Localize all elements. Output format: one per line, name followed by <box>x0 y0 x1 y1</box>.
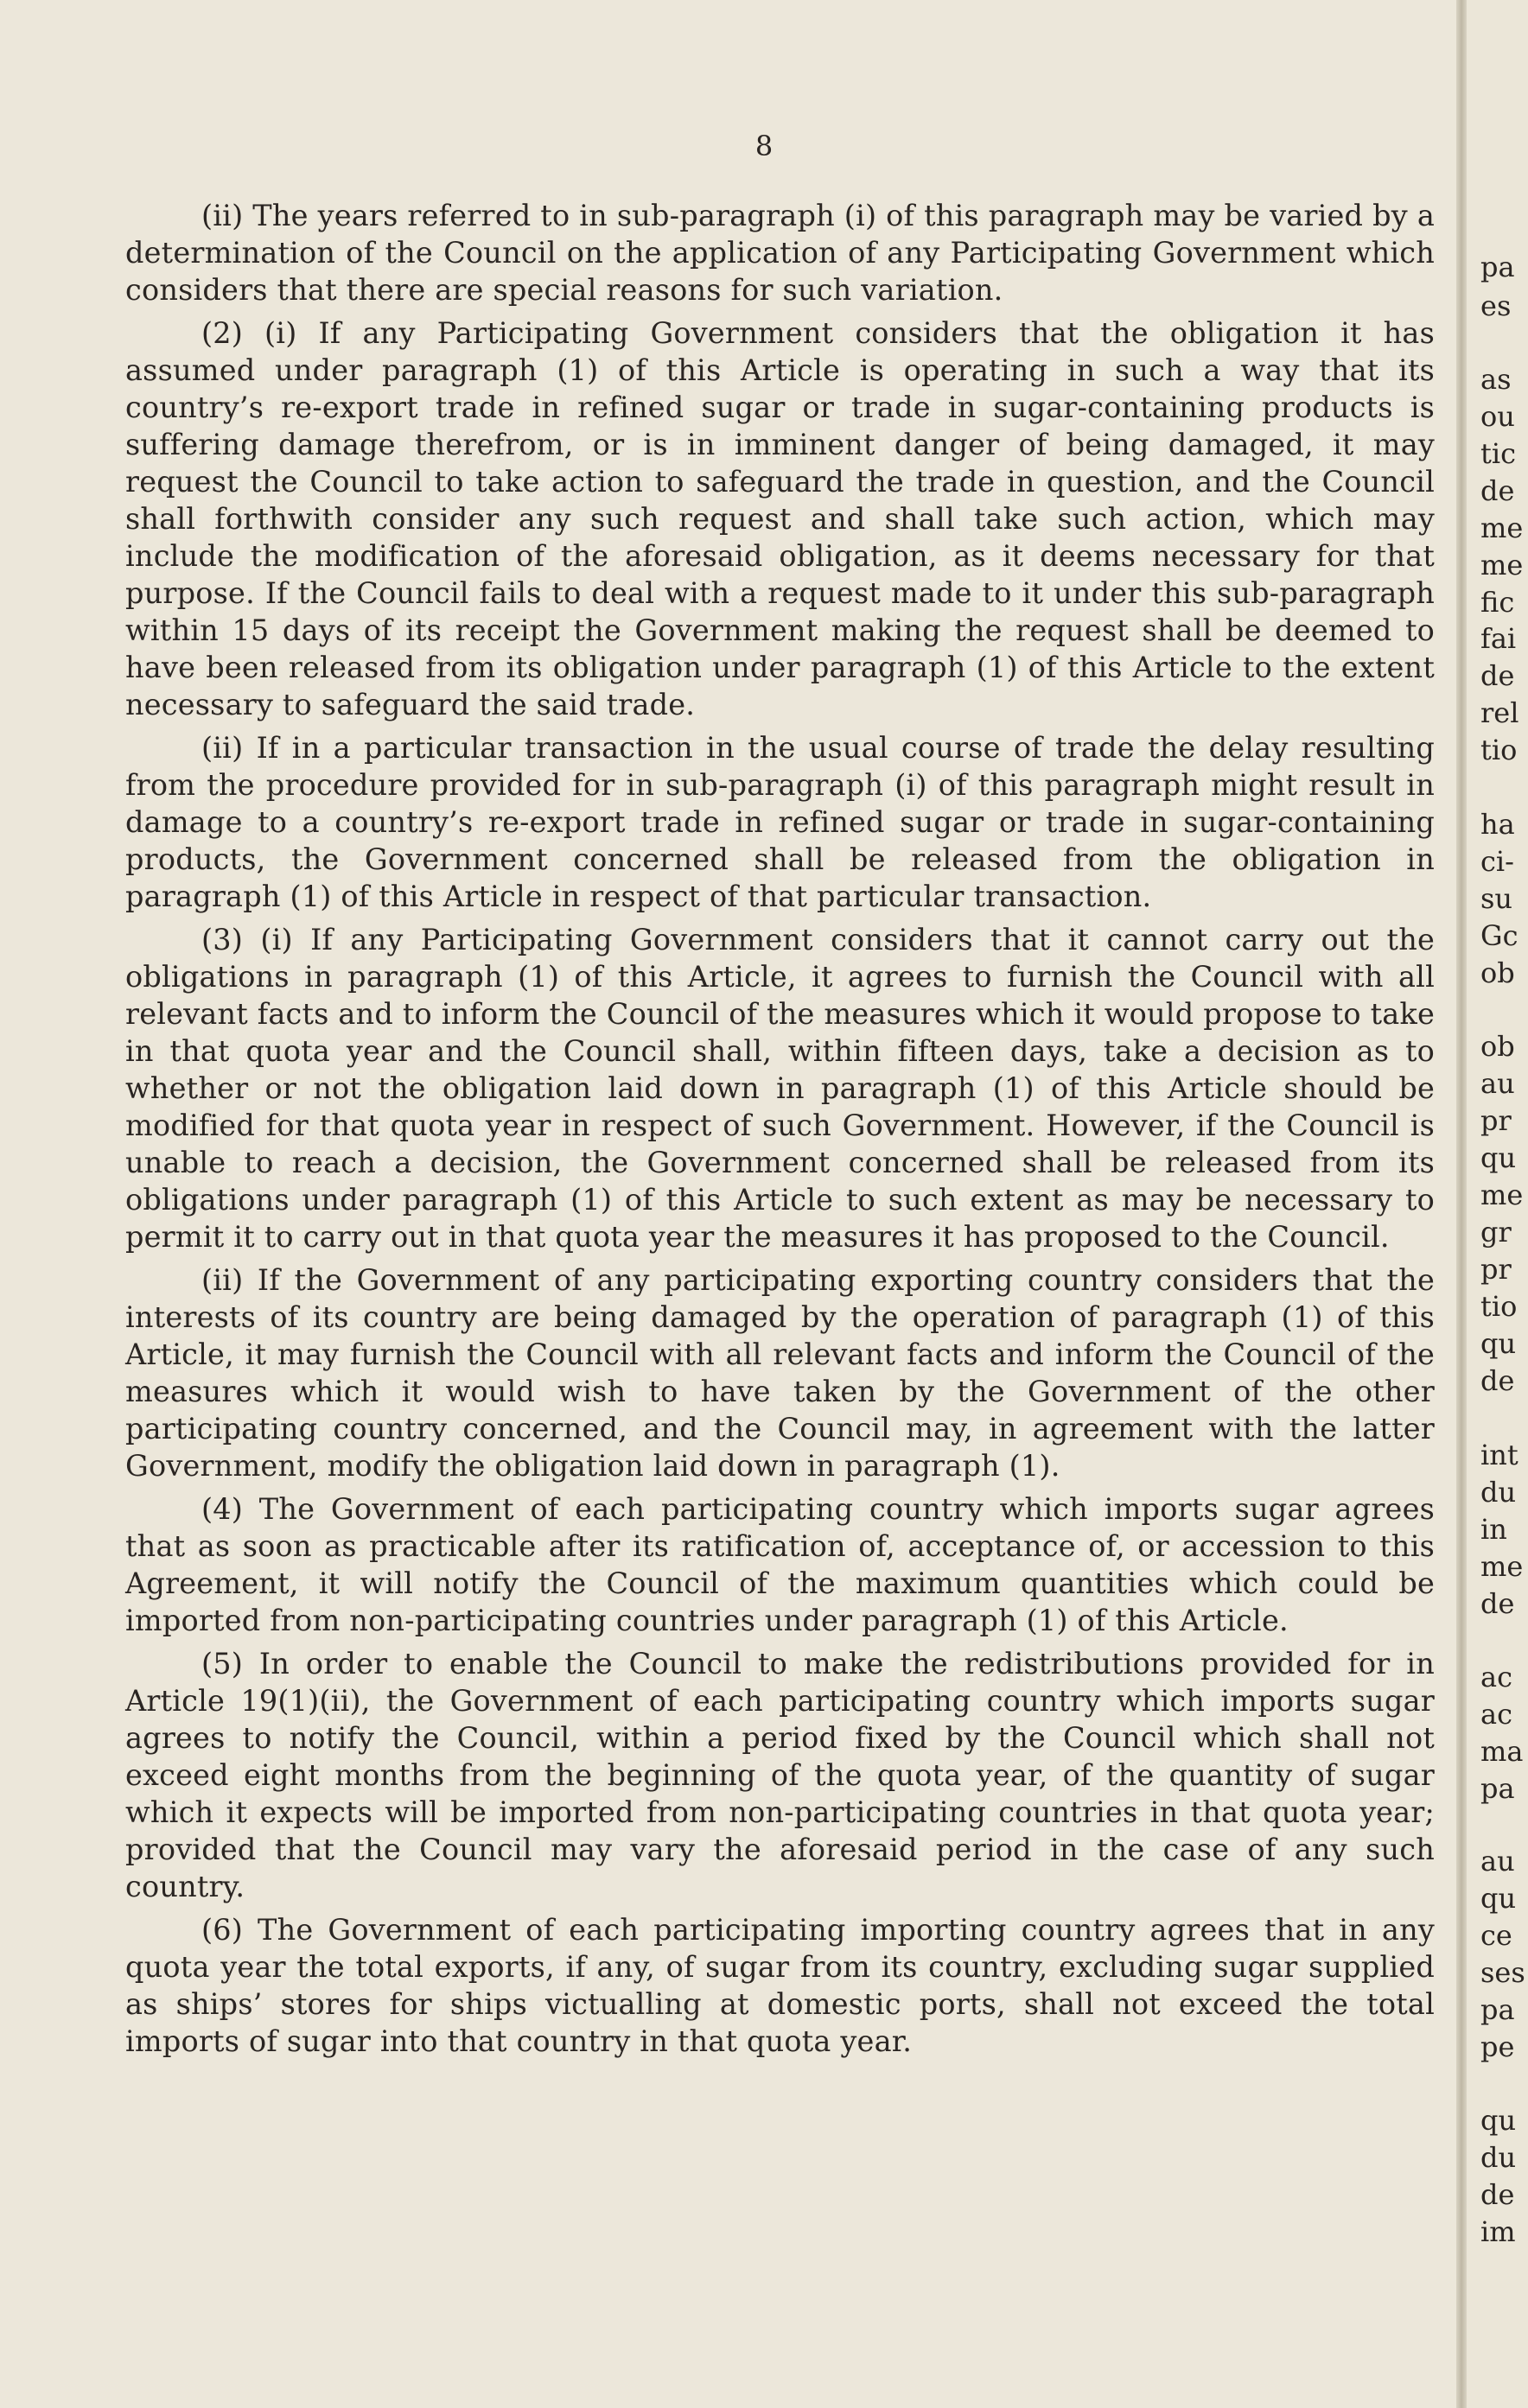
facing-page-fragment: as <box>1480 363 1512 396</box>
facing-page-fragment: ses <box>1480 1956 1525 1989</box>
facing-page-fragment: pr <box>1480 1104 1512 1137</box>
paragraph-2-ii: (ii) If in a particular transaction in the usual course of trade the delay resulting from the procedure provided for in sub-paragraph (i) of this paragraph might result in damage to a country’s re-export trade in refined sugar or trade in sugar-containing products, the Government concerned shall be released from the obligation in paragraph (1) of this Article in respect of that particular transaction. <box>125 731 1435 913</box>
facing-page-fragment: ha <box>1480 808 1515 841</box>
facing-page-fragment: qu <box>1480 2104 1517 2137</box>
book-gutter <box>1456 0 1467 2408</box>
facing-page-fragment: pa <box>1480 1993 1515 2026</box>
facing-page-fragment: me <box>1480 1179 1524 1211</box>
facing-page-fragment: de <box>1480 1587 1515 1620</box>
facing-page-fragment: in <box>1480 1513 1507 1546</box>
facing-page-fragment: ce <box>1480 1919 1512 1952</box>
facing-page-fragment: au <box>1480 1845 1515 1877</box>
facing-page-fragment: ob <box>1480 956 1515 989</box>
paragraph-1-ii: (ii) The years referred to in sub-paragraph (i) of this paragraph may be varied by a determination of the Council on the application of any Participating Government which considers that there are special reasons for such variation. <box>125 199 1435 307</box>
facing-page-fragment: qu <box>1480 1882 1517 1915</box>
article-text <box>125 197 1435 2066</box>
facing-page-fragment: ma <box>1480 1735 1524 1768</box>
facing-page-fragment: tio <box>1480 1290 1518 1323</box>
facing-page-fragment: rel <box>1480 696 1519 729</box>
facing-page-fragment: du <box>1480 1476 1517 1509</box>
facing-page-fragment: me <box>1480 1550 1524 1583</box>
facing-page-fragment: pa <box>1480 1772 1515 1805</box>
paragraph-2-i: (2) (i) If any Participating Government considers that the obligation it has assumed under paragraph (1) of this Article is operating in such a way that its country’s re-export trade in refined sugar or trade in sugar-containing products is suffering damage therefrom, or is in imminent danger of being damaged, it may request the Council to take action to safeguard the trade in question, and the Council shall forthwith consider any such request and shall take such action, which may include the modification of the aforesaid obligation, as it deems necessary for that purpose. If the Council fails to deal with a request made to it under this sub-paragraph within 15 days of its receipt the Government making the request shall be deemed to have been released from its obligation under paragraph (1) of this Article to the extent necessary to safeguard the said trade. <box>125 316 1435 721</box>
facing-page-fragment: im <box>1480 2215 1516 2248</box>
facing-page-fragment: de <box>1480 474 1515 507</box>
facing-page-fragment: int <box>1480 1439 1518 1471</box>
facing-page-fragment: gr <box>1480 1216 1512 1248</box>
paragraph-6: (6) The Government of each participating importing country agrees that in any quota year the total exports, if any, of sugar from its country, excluding sugar supplied as ships’ stores for ships victualling at domestic ports, shall not exceed the total imports of sugar into that country in that quota year. <box>125 1913 1435 2058</box>
facing-page-fragment: ac <box>1480 1661 1512 1693</box>
facing-page-fragment: me <box>1480 549 1524 581</box>
facing-page-fragment: qu <box>1480 1327 1517 1360</box>
facing-page-fragment: pr <box>1480 1253 1512 1286</box>
facing-page-fragment: su <box>1480 882 1513 915</box>
facing-page-fragment: de <box>1480 2178 1515 2211</box>
page-number: 8 <box>754 130 774 162</box>
facing-page-fragment: ci- <box>1480 845 1514 878</box>
facing-page-fragment: pa <box>1480 251 1515 283</box>
facing-page-fragment: du <box>1480 2141 1517 2174</box>
facing-page-fragment: de <box>1480 1364 1515 1397</box>
facing-page-fragment: de <box>1480 659 1515 692</box>
facing-page-fragment: pe <box>1480 2030 1515 2063</box>
facing-page-fragment: fai <box>1480 622 1517 655</box>
facing-page-fragment: qu <box>1480 1141 1517 1174</box>
facing-page-fragment: tic <box>1480 437 1517 470</box>
facing-page-fragment: fic <box>1480 586 1515 619</box>
facing-page-fragment: ou <box>1480 400 1515 433</box>
facing-page-fragment: me <box>1480 511 1524 544</box>
facing-page-fragment: tio <box>1480 734 1518 766</box>
facing-page-edge <box>1467 0 1528 2408</box>
paragraph-3-ii: (ii) If the Government of any participating exporting country considers that the interests of its country are being damaged by the operation of paragraph (1) of this Article, it may furnish the Council with all relevant facts and inform the Council of the measures which it would wish to have taken by the Government of the other participating country concerned, and the Council may, in agreement with the latter Government, modify the obligation laid down in paragraph (1). <box>125 1263 1435 1483</box>
facing-page-fragment: au <box>1480 1067 1515 1100</box>
facing-page-fragment: Gc <box>1480 919 1518 952</box>
paragraph-4: (4) The Government of each participating country which imports sugar agrees that as soon as practicable after its ratification of, acceptance of, or accession to this Agreement, it will notify the Council of the maximum quantities which could be imported from non-participating countries under paragraph (1) of this Article. <box>125 1492 1435 1637</box>
facing-page-fragment: ob <box>1480 1030 1515 1063</box>
paragraph-3-i: (3) (i) If any Participating Government considers that it cannot carry out the obligations in paragraph (1) of this Article, it agrees to furnish the Council with all relevant facts and to inform the Council of the measures which it would propose to take in that quota year and the Council shall, within fifteen days, take a decision as to whether or not the obligation laid down in paragraph (1) of this Article should be modified for that quota year in respect of such Government. However, if the Council is unable to reach a decision, the Government concerned shall be released from its obligations under paragraph (1) of this Article to such extent as may be necessary to permit it to carry out in that quota year the measures it has proposed to the Council. <box>125 923 1435 1254</box>
paragraph-5: (5) In order to enable the Council to make the redistributions provided for in Article 19(1)(ii), the Government of each participating country which imports sugar agrees to notify the Council, within a period fixed by the Council which shall not exceed eight months from the beginning of the quota year, of the quantity of sugar which it expects will be imported from non-participating countries in that quota year; provided that the Council may vary the aforesaid period in the case of any such country. <box>125 1647 1435 1903</box>
facing-page-fragment: es <box>1480 289 1512 322</box>
facing-page-fragment: ac <box>1480 1698 1512 1731</box>
